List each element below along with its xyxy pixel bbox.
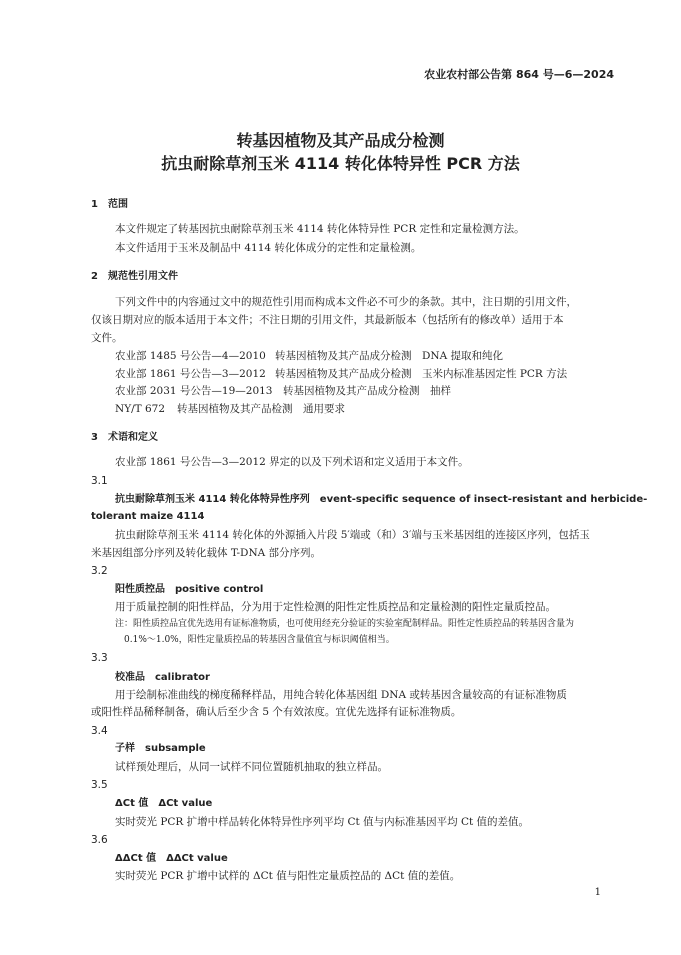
section-1-heading: 1 范围 [91,199,128,210]
term-definition: 实时荧光 PCR 扩增中试样的 ΔCt 值与阳性定量质控品的 ΔCt 值的差值。 [115,870,461,882]
term-title: 子样 subsample [115,743,206,754]
document-subtitle: 抗虫耐除草剂玉米 4114 转化体特异性 PCR 方法 [161,154,520,173]
term-number: 3.1 [91,475,108,487]
document-title: 转基因植物及其产品成分检测 [236,131,445,150]
reference-item [115,367,567,381]
term-number: 3.4 [91,725,108,737]
term-title: 抗虫耐除草剂玉米 4114 转化体特异性序列 event-specific sequence of insect-resistant and herbicide- [115,494,648,505]
section-2-heading: 2 规范性引用文件 [91,271,178,282]
section-2-paragraph: 文件。 [91,332,123,344]
reference-title: 转基因植物及其产品检测 通用要求 [177,403,345,415]
term-title: ΔΔCt 值 ΔΔCt value [115,853,228,864]
term-definition: 用于质量控制的阳性样品，分为用于定性检测的阳性定性质控品和定量检测的阳性定量质控品。 [115,601,556,613]
reference-code: 农业部 2031 号公告—19—2013 [115,385,273,397]
reference-item [115,384,451,398]
term-definition: 或阳性样品稀释制备，确认后至少含 5 个有效浓度。宜优先选择有证标准物质。 [91,706,462,718]
reference-code: 农业部 1861 号公告—3—2012 [115,368,266,380]
reference-title: 转基因植物及其产品成分检测 抽样 [283,385,451,397]
term-definition: 实时荧光 PCR 扩增中样品转化体特异性序列平均 Ct 值与内标准基因平均 Ct 值的差值。 [115,816,530,828]
page-number: 1 [594,887,601,898]
reference-title: 转基因植物及其产品成分检测 玉米内标准基因定性 PCR 方法 [275,368,568,380]
reference-code: 农业部 1485 号公告—4—2010 [115,350,266,362]
term-note: 0.1%～1.0%，阳性定量质控品的转基因含量值宜与标识阈值相当。 [124,635,395,645]
term-title: ΔCt 值 ΔCt value [115,798,213,809]
term-number: 3.2 [91,565,108,577]
term-number: 3.3 [91,652,108,664]
term-title: 阳性质控品 positive control [115,584,264,595]
term-title: 校准品 calibrator [115,672,210,683]
term-definition: 用于绘制标准曲线的梯度稀释样品，用纯合转化体基因组 DNA 或转基因含量较高的有证标准物质 [115,689,567,701]
reference-code: NY/T 672 [115,403,166,415]
term-number: 3.5 [91,779,108,791]
term-definition: 米基因组部分序列及转化载体 T-DNA 部分序列。 [91,547,322,559]
section-2-paragraph: 仅该日期对应的版本适用于本文件；不注日期的引用文件，其最新版本（包括所有的修改单）适用于本 [91,314,564,326]
section-1-paragraph: 本文件适用于玉米及制品中 4114 转化体成分的定性和定量检测。 [115,242,422,254]
section-2-paragraph: 下列文件中的内容通过文中的规范性引用而构成本文件必不可少的条款。其中，注日期的引用文件， [115,296,577,308]
term-title: tolerant maize 4114 [91,511,205,522]
term-note: 注：阳性质控品宜优先选用有证标准物质，也可使用经充分验证的实验室配制样品。阳性定性质控品的转基因含量为 [115,619,575,629]
section-3-intro: 农业部 1861 号公告—3—2012 界定的以及下列术语和定义适用于本文件。 [115,456,469,468]
reference-item [115,402,345,416]
reference-item [115,349,503,363]
term-definition: 试样预处理后，从同一试样不同位置随机抽取的独立样品。 [115,761,388,773]
section-1-paragraph: 本文件规定了转基因抗虫耐除草剂玉米 4114 转化体特异性 PCR 定性和定量检测方法。 [115,223,525,235]
term-number: 3.6 [91,834,108,846]
reference-title: 转基因植物及其产品成分检测 DNA 提取和纯化 [275,350,504,362]
document-header: 农业农村部公告第 864 号—6—2024 [424,68,614,81]
term-definition: 抗虫耐除草剂玉米 4114 转化体的外源插入片段 5′端或（和）3′端与玉米基因组的连接区序列，包括玉 [115,529,590,541]
section-3-heading: 3 术语和定义 [91,432,158,443]
